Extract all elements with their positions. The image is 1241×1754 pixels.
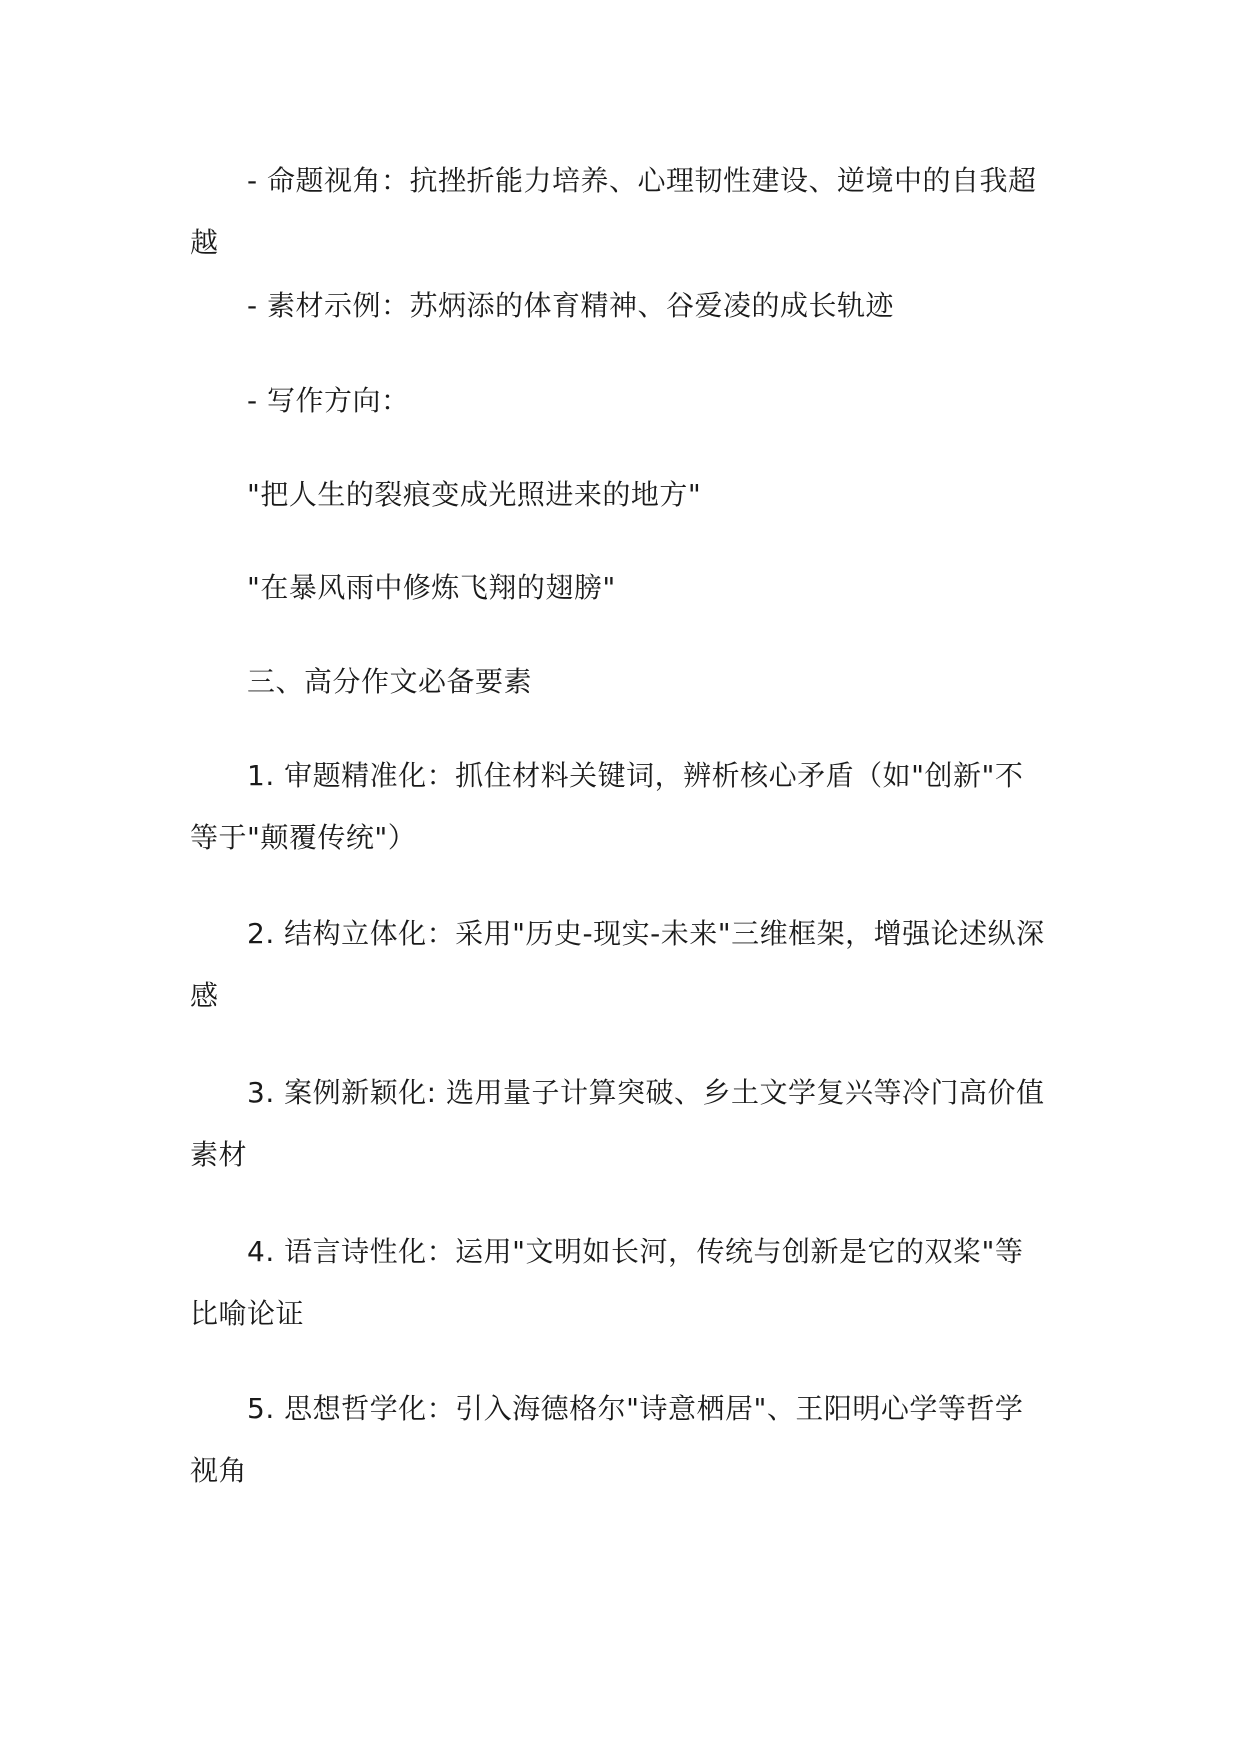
quote-paragraph-2: "在暴风雨中修炼飞翔的翅膀": [247, 571, 616, 604]
list-item-1: 1. 审题精准化：抓住材料关键词，辨析核心矛盾（如"创新"不等于"颠覆传统"）: [190, 759, 1024, 854]
list-item-5: 5. 思想哲学化：引入海德格尔"诗意栖居"、王阳明心学等哲学视角: [190, 1392, 1024, 1487]
list-item-3: 3. 案例新颖化: 选用量子计算突破、乡土文学复兴等冷门高价值素材: [190, 1076, 1045, 1171]
list-item-4: 4. 语言诗性化：运用"文明如长河，传统与创新是它的双桨"等比喻论证: [190, 1235, 1024, 1330]
writing-direction-paragraph: - 写作方向：: [247, 384, 410, 417]
material-example-paragraph: - 素材示例：苏炳添的体育精神、谷爱凌的成长轨迹: [247, 289, 895, 322]
quote-paragraph-1: "把人生的裂痕变成光照进来的地方": [247, 478, 702, 511]
perspective-paragraph: - 命题视角：抗挫折能力培养、心理韧性建设、逆境中的自我超越: [190, 164, 1037, 259]
section-heading: 三、高分作文必备要素: [247, 665, 533, 698]
list-item-2: 2. 结构立体化：采用"历史-现实-未来"三维框架，增强论述纵深感: [190, 917, 1045, 1012]
